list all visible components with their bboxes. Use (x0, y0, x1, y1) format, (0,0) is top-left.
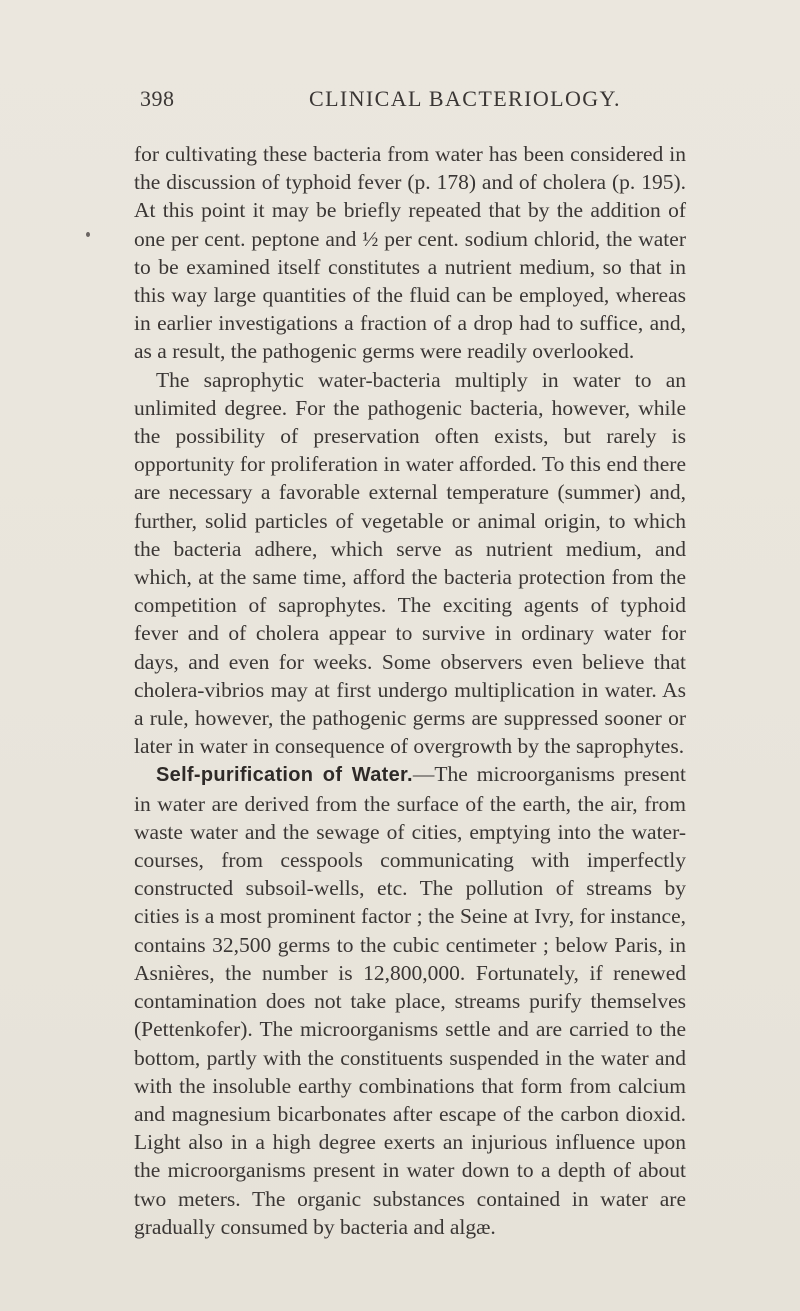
body-text (134, 140, 686, 1241)
ink-speck (86, 232, 90, 237)
paragraph-continued: for cultivating these bacteria from water has been considered in the discussion of typhoid fever (p. 178) and of cholera (p. 195). At this point it may be briefly repeated that by the addition of one per cent. peptone and ½ per cent. sodium chlorid, the water to be examined itself constitutes a nutrient medium, so that in this way large quantities of the fluid can be employed, whereas in earlier investigations a fraction of a drop had to suffice, and, as a result, the pathogenic germs were readily overlooked. (134, 142, 686, 364)
paragraph-saprophytic-bacteria: The saprophytic water-bacteria multiply in water to an unlimited degree. For the pathogenic bacteria, however, while the possibility of preservation often exists, but rarely is opportunity for proliferation in water afforded. To this end there are necessary a favorable external temperature (summer) and, further, solid particles of vegetable or animal origin, to which the bacteria adhere, which serve as nutrient medium, and which, at the same time, afford the bacteria protection from the competition of saprophytes. The exciting agents of typhoid fever and of cholera appear to survive in ordinary water for days, and even for weeks. Some observers even believe that cholera-vibrios may at first undergo multiplication in water. As a rule, however, the pathogenic germs are suppressed sooner or later in water in consequence of overgrowth by the saprophytes. (134, 367, 686, 759)
running-title: CLINICAL BACTERIOLOGY. (309, 86, 621, 111)
section-text: —The microorganisms present in water are derived from the surface of the earth, the air, from waste water and the sewage of cities, emptying into the water-courses, from cesspools communicating with imperfectly constructed subsoil-wells, etc. The pollution of streams by cities is a most prominent factor ; the Seine at Ivry, for instance, contains 32,500 germs to the cubic centimeter ; below Paris, in Asnières, the number is 12,800,000. Fortunately, if renewed contamination does not take place, streams purify themselves (Pettenkofer). The microorganisms settle and are carried to the bottom, partly with the constituents suspended in the water and with the insoluble earthy combinations that form from calcium and magnesium bicarbonates after escape of the carbon dioxid. Light also in a high degree exerts an injurious influence upon the microorganisms present in water down to a depth of about two meters. The organic substances contained in water are gradually consumed by bacteria and algæ. (134, 762, 686, 1239)
section-heading: Self-purification of Water. (156, 764, 413, 787)
page-number: 398 (140, 86, 175, 111)
running-head (120, 86, 680, 114)
paragraph-self-purification (134, 760, 686, 1240)
